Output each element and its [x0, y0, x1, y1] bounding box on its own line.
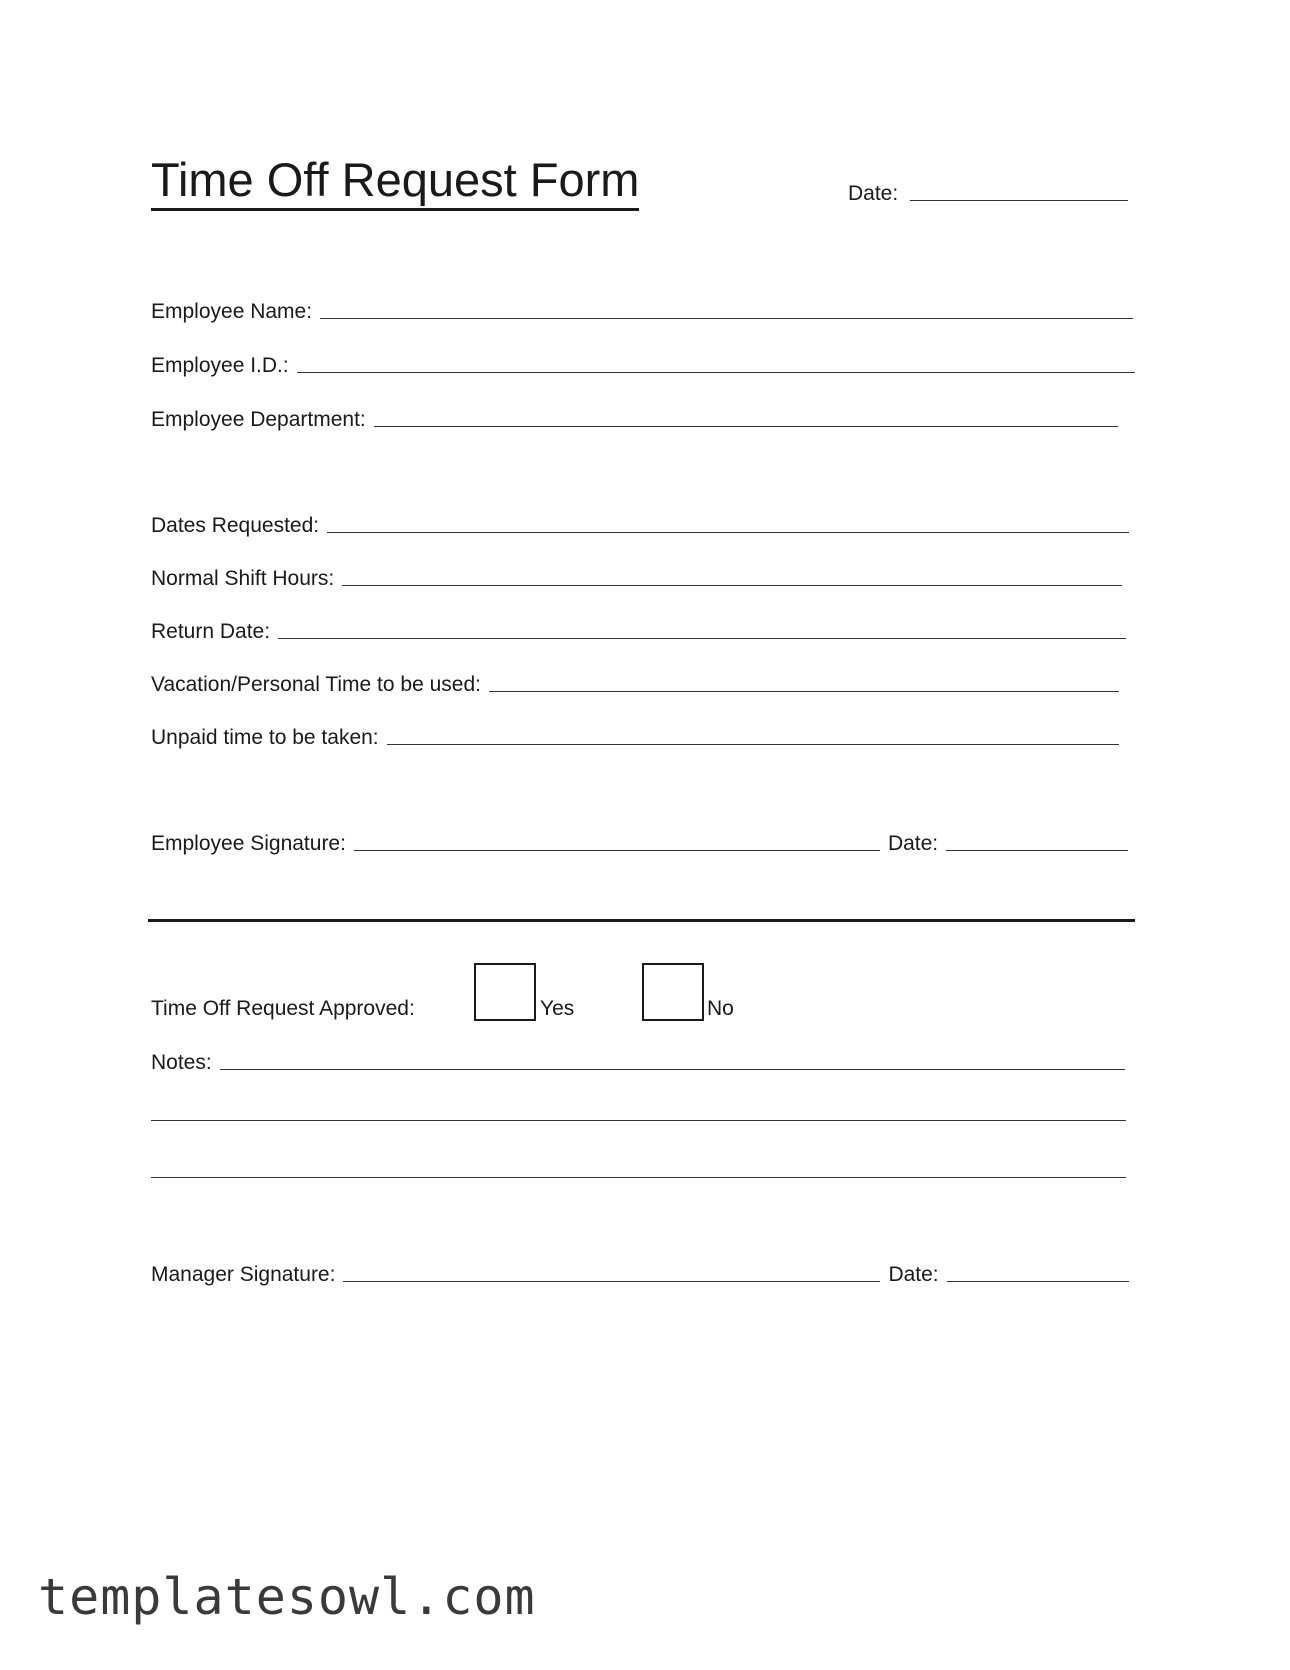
- form-title: Time Off Request Form: [151, 152, 639, 211]
- header-date-label: Date:: [848, 182, 899, 205]
- employee-signature-label: Employee Signature:: [151, 832, 346, 855]
- employee-signature-field[interactable]: [354, 850, 880, 851]
- approval-label: Time Off Request Approved:: [151, 997, 415, 1020]
- manager-signature-row: [151, 1257, 1129, 1287]
- employee-id-row: [151, 348, 1135, 378]
- manager-signature-field[interactable]: [343, 1281, 880, 1282]
- employee-name-row: [151, 294, 1133, 324]
- approval-row: [151, 991, 423, 1021]
- vacation-time-field[interactable]: [489, 691, 1119, 692]
- dates-requested-row: [151, 508, 1129, 538]
- no-row: [707, 991, 742, 1021]
- header-date-field[interactable]: [910, 200, 1128, 201]
- unpaid-time-row: [151, 720, 1119, 750]
- notes-field-line-2[interactable]: [151, 1120, 1126, 1121]
- manager-signature-date-field[interactable]: [947, 1281, 1129, 1282]
- header-date-row: [848, 176, 1128, 206]
- notes-field-line-3[interactable]: [151, 1177, 1126, 1178]
- approved-yes-checkbox[interactable]: [474, 963, 536, 1021]
- notes-label: Notes:: [151, 1051, 212, 1074]
- notes-field-line-1[interactable]: [220, 1069, 1125, 1070]
- manager-signature-label: Manager Signature:: [151, 1263, 336, 1286]
- normal-shift-hours-field[interactable]: [342, 585, 1122, 586]
- employee-department-label: Employee Department:: [151, 408, 366, 431]
- return-date-label: Return Date:: [151, 620, 271, 643]
- section-divider: [148, 919, 1135, 922]
- return-date-field[interactable]: [278, 638, 1126, 639]
- return-date-row: [151, 614, 1126, 644]
- employee-department-row: [151, 402, 1118, 432]
- employee-department-field[interactable]: [374, 426, 1118, 427]
- employee-name-field[interactable]: [320, 318, 1133, 319]
- employee-name-label: Employee Name:: [151, 300, 313, 323]
- dates-requested-field[interactable]: [327, 532, 1129, 533]
- employee-id-field[interactable]: [297, 372, 1135, 373]
- unpaid-time-label: Unpaid time to be taken:: [151, 726, 379, 749]
- employee-signature-row: [151, 826, 1128, 856]
- manager-signature-date-label: Date:: [888, 1263, 939, 1286]
- vacation-time-label: Vacation/Personal Time to be used:: [151, 673, 481, 696]
- approved-no-label: No: [707, 997, 734, 1020]
- notes-row: [151, 1045, 1125, 1075]
- vacation-time-row: [151, 667, 1119, 697]
- dates-requested-label: Dates Requested:: [151, 514, 320, 537]
- normal-shift-hours-row: [151, 561, 1122, 591]
- employee-id-label: Employee I.D.:: [151, 354, 289, 377]
- approved-no-checkbox[interactable]: [642, 963, 704, 1021]
- employee-signature-date-field[interactable]: [946, 850, 1128, 851]
- unpaid-time-field[interactable]: [387, 744, 1119, 745]
- yes-row: [540, 991, 582, 1021]
- employee-signature-date-label: Date:: [887, 832, 939, 855]
- watermark: templatesowl.com: [38, 1568, 536, 1626]
- normal-shift-hours-label: Normal Shift Hours:: [151, 567, 335, 590]
- approved-yes-label: Yes: [540, 997, 575, 1020]
